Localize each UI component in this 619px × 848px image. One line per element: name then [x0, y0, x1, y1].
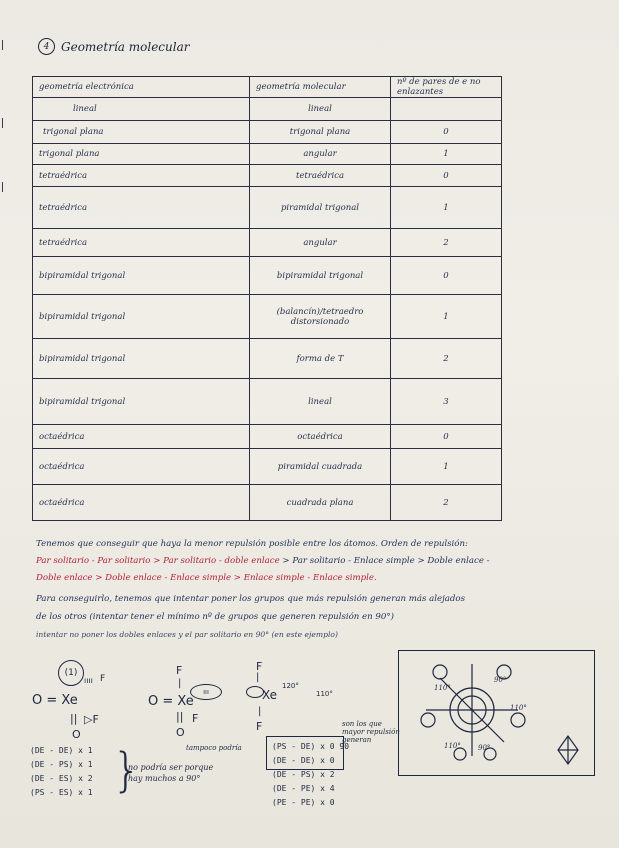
curly-brace: }	[112, 743, 142, 797]
paragraph-line-3: Doble enlace > Doble enlace - Enlace simple > Enlace simple - Enlace simple.	[36, 573, 377, 583]
table-row: bipiramidal trigonal (balancín)/tetraedro distorsionado 1	[33, 295, 502, 339]
list-3	[272, 740, 349, 810]
table-row: octaédrica octaédrica 0	[33, 425, 502, 449]
list-1	[30, 744, 93, 800]
mol3-f-bottom: F	[256, 720, 263, 733]
list-item: (DE - DE) x 0	[272, 756, 335, 765]
mol1-f-right: ▷F	[84, 713, 99, 726]
mol2-double-bond: ||	[176, 710, 184, 723]
mol1-o-xe: O = Xe	[32, 693, 78, 708]
list-item: (PS - DE) x 0 90	[272, 742, 350, 751]
list-item: (PS - ES) x 1	[30, 788, 93, 797]
table-row: tetraédrica tetraédrica 0	[33, 165, 502, 187]
lone-pair-circle: (1)	[58, 660, 84, 686]
paragraph-line-4: Para conseguirlo, tenemos que intentar poner los grupos que más repulsión generan más alejados	[36, 594, 465, 604]
mol2-f-right: F	[192, 712, 199, 725]
mol3-bond-top: |	[256, 672, 260, 683]
left-margin-marks	[0, 0, 16, 848]
mol3-angle-2: 110°	[316, 690, 333, 698]
mol1-o-bottom: O	[72, 728, 81, 741]
list-item: (DE - PS) x 1	[30, 760, 93, 769]
paragraph-line-5: de los otros (intentar tener el mínimo nº de grupos que generen repulsión en 90°)	[36, 612, 394, 622]
note-most-repulsion: son los que mayor repulsión generan	[342, 720, 400, 744]
table-row: bipiramidal trigonal forma de T 2	[33, 339, 502, 379]
list2-note: tampoco podría	[186, 744, 242, 752]
section-number-badge: 4	[38, 38, 55, 55]
oct-angle-4: 110°	[444, 742, 461, 750]
line2-rest: > Par solitario - Enlace simple > Doble enlace -	[279, 556, 490, 566]
mol3-bond-bottom: |	[258, 706, 262, 717]
mol3-xe: Xe	[262, 688, 278, 702]
page-title	[38, 38, 189, 55]
oct-angle-3: 110°	[510, 704, 527, 712]
mol2-f-top: F	[176, 664, 183, 677]
list1-note: no podría ser porque hay muchos a 90°	[128, 763, 214, 783]
header-pairs: nº de pares de e no enlazantes	[391, 77, 502, 98]
mol1-wedge: ıııı	[84, 676, 93, 685]
list-item: (DE - PE) x 4	[272, 784, 335, 793]
geometry-table	[32, 76, 502, 521]
header-molecular: geometría molecular	[250, 77, 391, 98]
mol1-f-top: F	[100, 674, 106, 684]
oct-angle-1: 110°	[434, 684, 451, 692]
header-electronic: geometría electrónica	[33, 77, 250, 98]
table-row: trigonal plana angular 1	[33, 144, 502, 165]
oct-angle-2: 90°	[494, 676, 507, 684]
mol3-angle-1: 120°	[282, 682, 299, 690]
list-item: (PE - PE) x 0	[272, 798, 335, 807]
oct-angle-5: 90°	[478, 744, 491, 752]
table-row: bipiramidal trigonal lineal 3	[33, 379, 502, 425]
paragraph-line-1: Tenemos que conseguir que haya la menor repulsión posible entre los átomos. Orden de repulsión:	[36, 539, 468, 549]
paragraph-line-2	[36, 556, 596, 566]
lone-pair-lobe: ııı	[190, 684, 222, 700]
mol2-single-bond: |	[178, 678, 182, 689]
table-row: trigonal plana trigonal plana 0	[33, 121, 502, 144]
mol1-double-bond: ||	[70, 712, 78, 725]
title-text: Geometría molecular	[61, 39, 190, 54]
table-header-row	[33, 77, 502, 98]
table-row: tetraédrica piramidal trigonal 1	[33, 187, 502, 229]
mol2-o-xe: O = Xe	[148, 694, 194, 709]
list-item: (DE - PS) x 2	[272, 770, 335, 779]
table-row: octaédrica piramidal cuadrada 1	[33, 449, 502, 485]
red-text: Par solitario - Par solitario > Par solitario - doble enlace	[36, 556, 280, 566]
mol2-o-bottom: O	[176, 726, 185, 739]
table-row: lineal lineal	[33, 98, 502, 121]
octahedral-diagram	[398, 650, 593, 774]
list-item: (DE - ES) x 2	[30, 774, 93, 783]
mol3-f-top: F	[256, 660, 263, 673]
paragraph-line-6: intentar no poner los dobles enlaces y el par solitario en 90° (en este ejemplo)	[36, 630, 338, 639]
table-row: tetraédrica angular 2	[33, 229, 502, 257]
list-item: (DE - DE) x 1	[30, 746, 93, 755]
table-row: octaédrica cuadrada plana 2	[33, 485, 502, 521]
table-row: bipiramidal trigonal bipiramidal trigonal 0	[33, 257, 502, 295]
